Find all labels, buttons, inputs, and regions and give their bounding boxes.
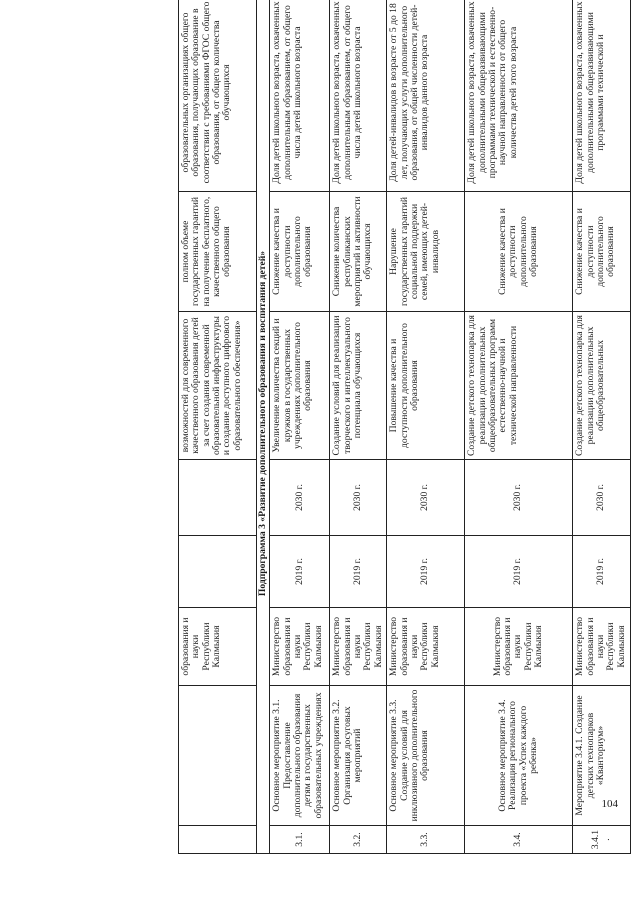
cell-end: 2030 г. — [573, 460, 631, 536]
cell-start: 2019 г. — [465, 536, 573, 608]
section-row — [257, 0, 270, 854]
cell-consequence: Нарушение государственных гарантий социальной поддержки семей, имеющих детей-инвалидов — [387, 192, 465, 312]
cell-number: 3.3. — [387, 826, 465, 854]
table-row — [387, 0, 465, 854]
cell-end: 2030 г. — [387, 460, 465, 536]
cell-name: Основное мероприятие 3.4. Реализация регионального проекта «Успех каждого ребенка» — [465, 686, 573, 826]
section-title: Подпрограмма 3 «Развитие дополнительного образования и воспитания детей» — [257, 0, 270, 854]
cell-end: 2030 г. — [270, 460, 330, 536]
cell-start: 2019 г. — [270, 536, 330, 608]
cell-consequence: Снижение количества республиканских мероприятий и активности обучающихся — [330, 192, 387, 312]
cell-consequence: Снижение качества и доступности дополнительного образования — [465, 192, 573, 312]
cell-effect: Увеличение количества секций и кружков в государственных учреждениях дополнительного образования — [270, 312, 330, 460]
cell-executor: Министерство образования и науки Республики Калмыкия — [573, 608, 631, 686]
cell-end: 2030 г. — [330, 460, 387, 536]
cell-indicator: образовательных организациях общего образования, получающих образование в соответствии с требованиями ФГОС общего образования, от общего количества обучающихся — [179, 0, 257, 192]
cell-end: 2030 г. — [465, 460, 573, 536]
cell-executor: образования и науки Республики Калмыкия — [179, 608, 257, 686]
cell-executor: Министерство образования и науки Республики Калмыкия — [330, 608, 387, 686]
cell-indicator: Доля детей школьного возраста, охваченных дополнительными общеразвивающими программами технической и — [573, 0, 631, 192]
cell-number: 3.1. — [270, 826, 330, 854]
cell-indicator: Доля детей школьного возраста, охваченных дополнительным образованием, от общего числа детей школьного возраста — [270, 0, 330, 192]
cell-executor: Министерство образования и науки Республики Калмыкия — [270, 608, 330, 686]
cell-start: 2019 г. — [573, 536, 631, 608]
cell-effect: Создание условий для реализации творческого и интеллектуального потенциала обучающихся — [330, 312, 387, 460]
cell-effect: Создание детского технопарка для реализации дополнительных общеобразовательных — [573, 312, 631, 460]
cell-effect: возможностей для современного качественного образования детей за счет создания современной образовательной инфраструктуры и создание доступного цифрового образовательного обеспечения» — [179, 312, 257, 460]
cell-executor: Министерство образования и науки Республики Калмыкия — [387, 608, 465, 686]
cell-number: 3.4. — [465, 826, 573, 854]
cell-indicator: Доля детей школьного возраста, охваченных дополнительным образованием, от общего числа детей школьного возраста — [330, 0, 387, 192]
cell-name: Основное мероприятие 3.2. Организация досуговых мероприятий — [330, 686, 387, 826]
cell-effect: Повышение качества и доступности дополнительного образования — [387, 312, 465, 460]
cell-executor: Министерство образования и науки Республики Калмыкия — [465, 608, 573, 686]
cell-name: Основное мероприятие 3.1. Предоставление дополнительного образования детям в государственных образовательных учреждениях — [270, 686, 330, 826]
page-number: 104 — [601, 798, 618, 810]
cell-name: Основное мероприятие 3.3. Создание условий для инклюзивного дополнительного образования — [387, 686, 465, 826]
cell-indicator: Доля детей-инвалидов в возрасте от 5 до 18 лет, получающих услуги дополнительного образования, от общей численности детей-инвалидов данного возраста — [387, 0, 465, 192]
cell-consequence: Снижение качества и доступности дополнительного образования — [270, 192, 330, 312]
cell-consequence: полном объеме государственных гарантий на получение бесплатного, качественного общего образования — [179, 192, 257, 312]
cell-indicator: Доля детей школьного возраста, охваченных дополнительными общеразвивающими программами технической и естественно-научной направленности от общего количества детей этого возраста — [465, 0, 573, 192]
cell-start: 2019 г. — [387, 536, 465, 608]
cell-effect: Создание детского технопарка для реализации дополнительных общеобразовательных программ естественно-научной и технической направленности — [465, 312, 573, 460]
table-row-continuation — [179, 0, 257, 854]
cell-name: Мероприятие 3.4.1. Создание детских технопарков «Кванториум» — [573, 686, 631, 826]
table-row — [330, 0, 387, 854]
cell-start: 2019 г. — [330, 536, 387, 608]
table-row — [465, 0, 573, 854]
cell-consequence: Снижение качества и доступности дополнительного образования — [573, 192, 631, 312]
program-table — [178, 0, 631, 854]
cell-number: 3.4.1. — [573, 826, 631, 854]
table-row — [573, 0, 631, 854]
cell-number: 3.2. — [330, 826, 387, 854]
table-row — [270, 0, 330, 854]
